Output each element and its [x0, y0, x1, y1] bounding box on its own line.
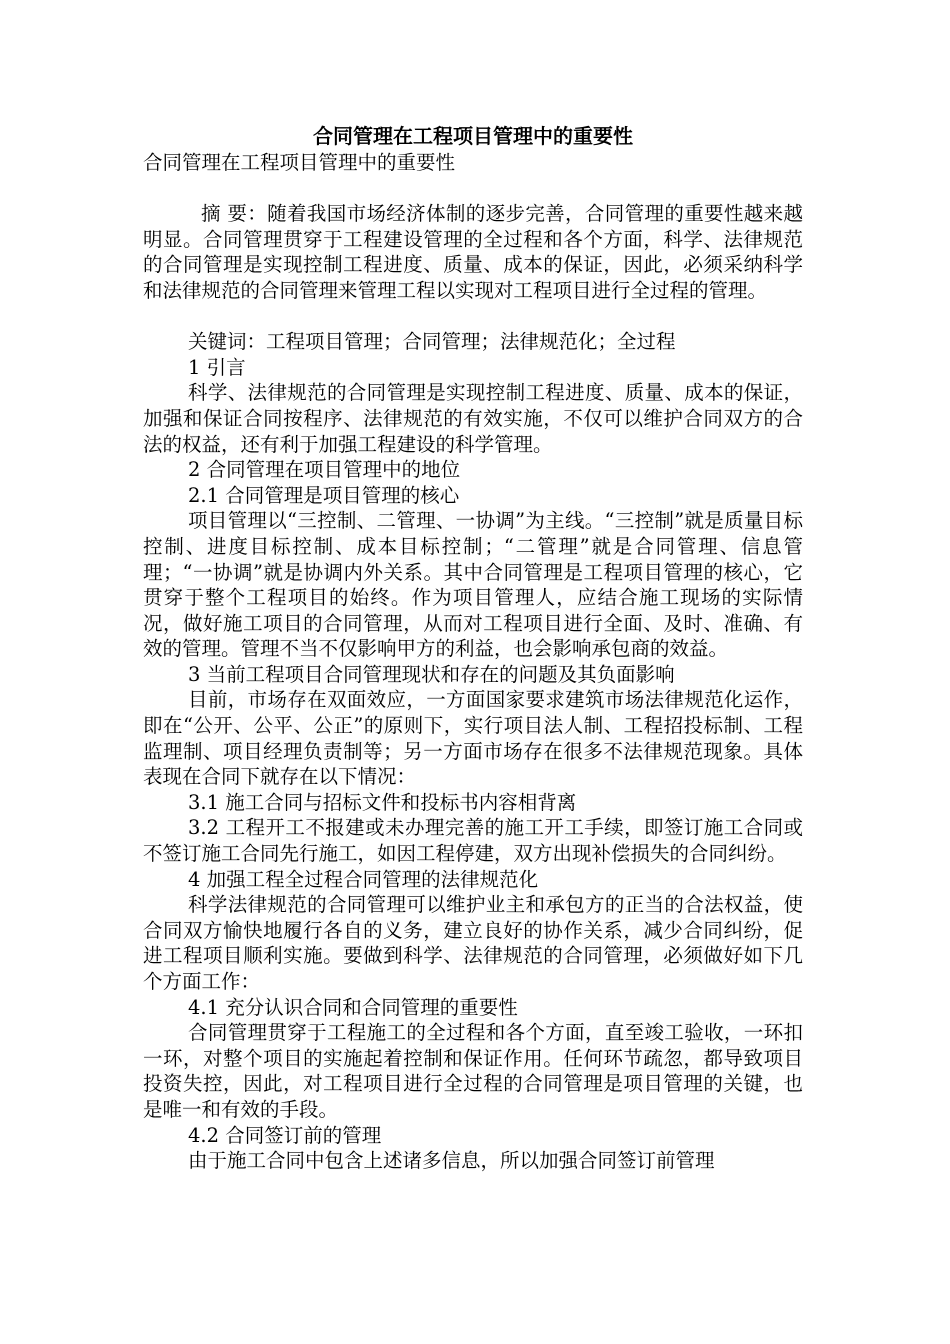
document-subtitle: 合同管理在工程项目管理中的重要性 [143, 151, 456, 174]
subsection-heading-3-1: 3.1 施工合同与招标文件和投标书内容相背离 [188, 790, 577, 814]
document-title: 合同管理在工程项目管理中的重要性 [313, 124, 633, 148]
paragraph-3-2: 3.2 工程开工不报建或未办理完善的施工开工手续，即签订施工合同或不签订施工合同先行施工，如因工程停建，双方出现补偿损失的合同纠纷。 [143, 816, 803, 866]
subsection-heading-4-2: 4.2 合同签订前的管理 [188, 1123, 382, 1147]
section-heading-1: 1 引言 [188, 355, 246, 379]
paragraph-4-1: 合同管理贯穿于工程施工的全过程和各个方面，直至竣工验收，一环扣一环，对整个项目的实施起着控制和保证作用。任何环节疏忽，都导致项目投资失控，因此，对工程项目进行全过程的合同管理是项目管理的关键，也是唯一和有效的手段。 [143, 1021, 803, 1121]
abstract-paragraph: 摘 要：随着我国市场经济体制的逐步完善，合同管理的重要性越来越明显。合同管理贯穿于工程建设管理的全过程和各个方面，科学、法律规范的合同管理是实现控制工程进度、质量、成本的保证，因此，必须采纳科学和法律规范的合同管理来管理工程以实现对工程项目进行全过程的管理。 [143, 202, 803, 302]
blank-line [143, 304, 803, 330]
paragraph-4-2: 由于施工合同中包含上述诸多信息，所以加强合同签订前管理 [188, 1149, 715, 1173]
document-page [143, 118, 803, 1174]
paragraph-2: 项目管理以“三控制、二管理、一协调”为主线。“三控制”就是质量目标控制、进度目标控制、成本目标控制；“二管理”就是合同管理、信息管理；“一协调”就是协调内外关系。其中合同管理是工程项目管理的核心，它贯穿于整个工程项目的始终。作为项目管理人，应结合施工现场的实际情况，做好施工项目的合同管理，从而对工程项目进行全面、及时、准确、有效的管理。管理不当不仅影响甲方的利益，也会影响承包商的效益。 [143, 509, 803, 661]
subsection-heading-2-1: 2.1 合同管理是项目管理的核心 [188, 483, 460, 507]
keywords-line: 关键词：工程项目管理；合同管理；法律规范化；全过程 [188, 330, 676, 354]
blank-line [143, 176, 803, 202]
section-heading-3: 3 当前工程项目合同管理现状和存在的问题及其负面影响 [188, 662, 675, 686]
section-heading-4: 4 加强工程全过程合同管理的法律规范化 [188, 867, 539, 891]
paragraph-4: 科学法律规范的合同管理可以维护业主和承包方的正当的合法权益，使合同双方愉快地履行各自的义务，建立良好的协作关系，减少合同纠纷，促进工程项目顺利实施。要做到科学、法律规范的合同管理，必须做好如下几个方面工作： [143, 893, 803, 993]
paragraph-1: 科学、法律规范的合同管理是实现控制工程进度、质量、成本的保证，加强和保证合同按程序、法律规范的有效实施，不仅可以维护合同双方的合法的权益，还有利于加强工程建设的科学管理。 [143, 381, 803, 456]
section-heading-2: 2 合同管理在项目管理中的地位 [188, 458, 461, 482]
paragraph-3: 目前，市场存在双面效应，一方面国家要求建筑市场法律规范化运作，即在“公开、公平、公正”的原则下，实行项目法人制、工程招投标制、工程监理制、项目经理负责制等；另一方面市场存在很多不法律规范现象。具体表现在合同下就存在以下情况： [143, 688, 803, 789]
subsection-heading-4-1: 4.1 充分认识合同和合同管理的重要性 [188, 995, 518, 1019]
